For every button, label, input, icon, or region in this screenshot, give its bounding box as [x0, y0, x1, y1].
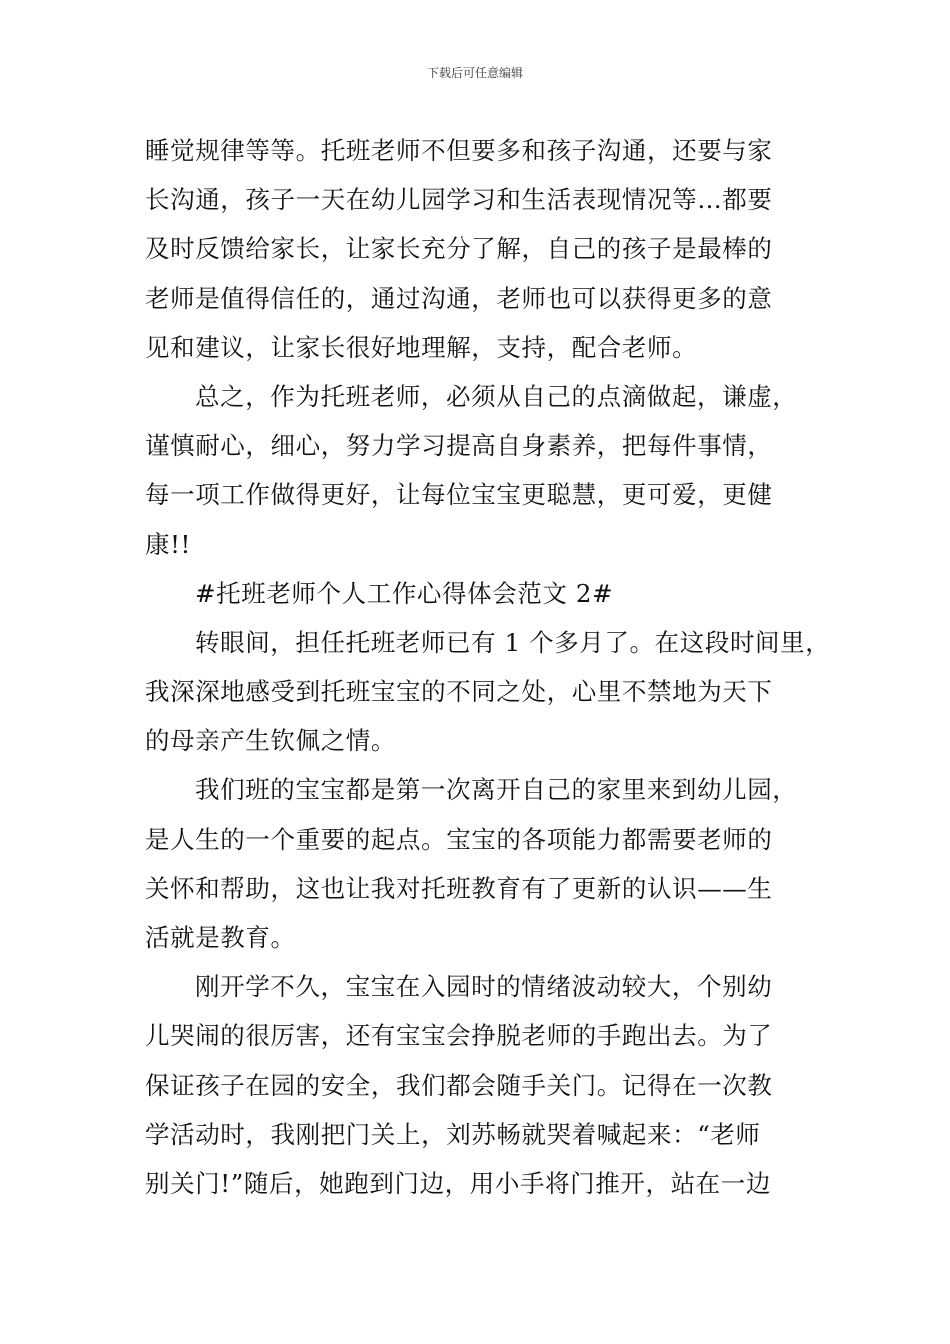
- text-line: 保证孩子在园的安全，我们都会随手关门。记得在一次教: [145, 1070, 773, 1100]
- page-header: 下载后可任意编辑: [426, 66, 523, 80]
- text-line: 老师是值得信任的，通过沟通，老师也可以获得更多的意: [145, 283, 773, 313]
- text-line: 是人生的一个重要的起点。宝宝的各项能力都需要老师的: [145, 824, 773, 854]
- section-heading: #托班老师个人工作心得体会范文 2#: [195, 578, 614, 608]
- text-line: 别关门!”随后，她跑到门边，用小手将门推开，站在一边: [145, 1168, 771, 1198]
- text-line: 及时反馈给家长，让家长充分了解，自己的孩子是最棒的: [145, 234, 773, 264]
- text-line: 学活动时，我刚把门关上，刘苏畅就哭着喊起来：“老师: [145, 1119, 761, 1149]
- text-line: 总之，作为托班老师，必须从自己的点滴做起，谦虚，: [195, 381, 798, 411]
- text-line: 关怀和帮助，这也让我对托班教育有了更新的认识——生: [145, 873, 773, 903]
- text-line: 每一项工作做得更好，让每位宝宝更聪慧，更可爱，更健: [145, 480, 773, 510]
- document-body: [145, 126, 831, 1208]
- text-line: 睡觉规律等等。托班老师不但要多和孩子沟通，还要与家: [145, 136, 773, 165]
- text-line: 活就是教育。: [145, 923, 296, 952]
- text-line: 谨慎耐心，细心，努力学习提高自身素养，把每件事情，: [145, 431, 773, 461]
- text-line: 我们班的宝宝都是第一次离开自己的家里来到幼儿园，: [195, 775, 798, 805]
- text-line: 转眼间，担任托班老师已有 1 个多月了。在这段时间里，: [195, 627, 831, 657]
- text-line: 康!!: [145, 529, 191, 559]
- text-line: 儿哭闹的很厉害，还有宝宝会挣脱老师的手跑出去。为了: [145, 1021, 773, 1051]
- text-line: 长沟通，孩子一天在幼儿园学习和生活表现情况等…都要: [145, 185, 773, 215]
- text-line: 刚开学不久，宝宝在入园时的情绪波动较大，个别幼: [195, 972, 773, 1002]
- text-line: 我深深地感受到托班宝宝的不同之处，心里不禁地为天下: [145, 677, 773, 707]
- text-line: 的母亲产生钦佩之情。: [145, 726, 396, 756]
- text-line: 见和建议，让家长很好地理解，支持，配合老师。: [145, 332, 698, 362]
